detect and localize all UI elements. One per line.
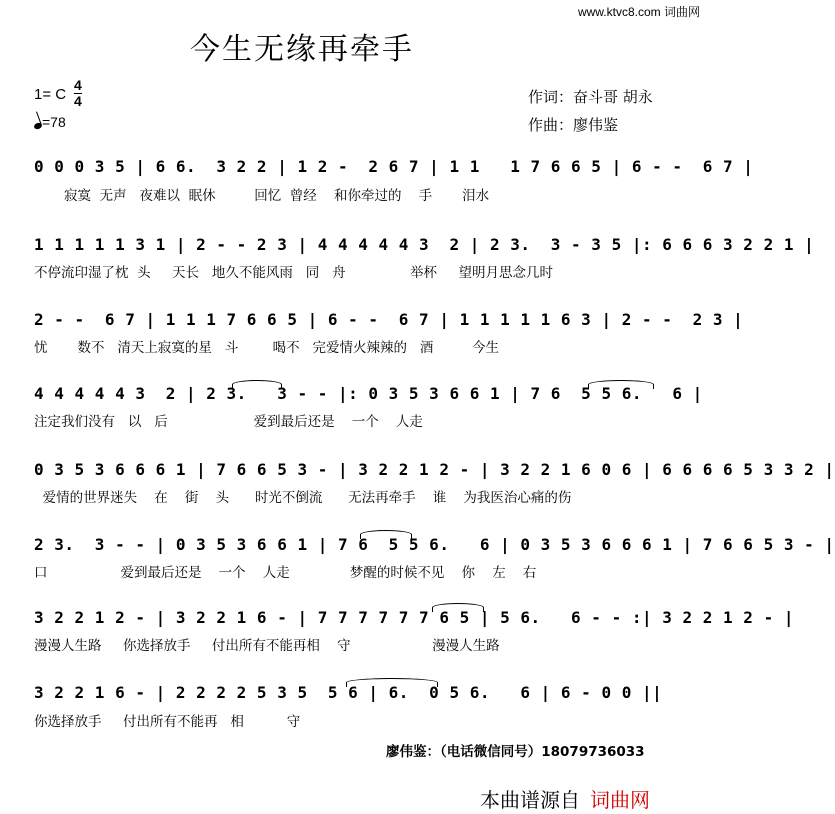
source-credit [480,784,650,813]
time-sig-bottom: 4 [74,93,82,109]
lyrics-row-8: 你选择放手 付出所有不能再 相 守 [34,714,301,730]
notation-row-2: 1 1 1 1 1 3 1 | 2 - - 2 3 | 4 4 4 4 4 3 2 | 2 3. 3 - 3 5 |: 6 6 6 3 2 2 1 | [34,235,815,254]
site-watermark: www.ktvc8.com 词曲网 [577,5,700,19]
slur-mark [232,380,282,389]
notation-row-3: 2 - - 6 7 | 1 1 1 7 6 6 5 | 6 - - 6 7 | 1 1 1 1 1 6 3 | 2 - - 2 3 | [34,310,744,329]
notation-row-4: 4 4 4 4 4 3 2 | 2 3. 3 - - |: 0 3 5 3 6 6 1 | 7 6 5 5 6. 6 | [34,384,703,403]
time-sig-top: 4 [74,77,82,93]
lyrics-row-2: 不停流印湿了枕 头 天长 地久不能风雨 同 舟 举杯 望明月思念几时 [34,265,553,281]
lyrics-row-5: 爱情的世界迷失 在 街 头 时光不倒流 无法再牵手 谁 为我医治心痛的伤 [34,490,572,506]
composer-credit: 作曲：廖伟鉴 [528,116,619,134]
tempo-value: =78 [42,114,66,130]
notation-row-6: 2 3. 3 - - | 0 3 5 3 6 6 1 | 7 6 5 5 6. 6 | 0 3 5 3 6 6 6 1 | 7 6 6 5 3 - | [34,535,835,554]
slur-mark [360,530,412,539]
lyrics-row-3: 忧 数不 清天上寂寞的星 斗 喝不 完爱情火辣辣的 酒 今生 [34,340,499,356]
notation-row-7: 3 2 2 1 2 - | 3 2 2 1 6 - | 7 7 7 7 7 7 6 5 | 5 6. 6 - - :| 3 2 2 1 2 - | [34,608,794,627]
slur-mark [346,678,438,687]
tempo-marking [34,114,66,130]
source-brand-logo: 词曲网 [590,788,650,812]
song-title: 今生无缘再牵手 [190,32,414,67]
slur-mark [588,380,654,389]
time-signature [74,78,82,109]
lyrics-row-1: 寂寞 无声 夜难以 眠休 回忆 曾经 和你牵过的 手 泪水 [34,188,490,204]
contact-info: 廖伟鉴：（电话微信同号）18079736033 [386,744,645,760]
slur-mark [432,603,484,612]
notation-row-5: 0 3 5 3 6 6 6 1 | 7 6 6 5 3 - | 3 2 2 1 2 - | 3 2 2 1 6 0 6 | 6 6 6 6 5 3 3 2 | [34,460,835,479]
source-text: 本曲谱源自 [480,788,580,812]
lyricist-credit: 作词：奋斗哥 胡永 [528,88,653,106]
notation-row-1: 0 0 0 3 5 | 6 6. 3 2 2 | 1 2 - 2 6 7 | 1 1 1 7 6 6 5 | 6 - - 6 7 | [34,157,754,176]
key-signature: 1= C [34,86,67,103]
notation-row-8: 3 2 2 1 6 - | 2 2 2 2 5 3 5 5 6 | 6. 0 5 6. 6 | 6 - 0 0 || [34,683,663,702]
lyrics-row-6: 口 爱到最后还是 一个 人走 梦醒的时候不见 你 左 右 [34,565,537,581]
lyrics-row-4: 注定我们没有 以 后 爱到最后还是 一个 人走 [34,414,423,430]
lyrics-row-7: 漫漫人生路 你选择放手 付出所有不能再相 守 漫漫人生路 [34,638,500,654]
